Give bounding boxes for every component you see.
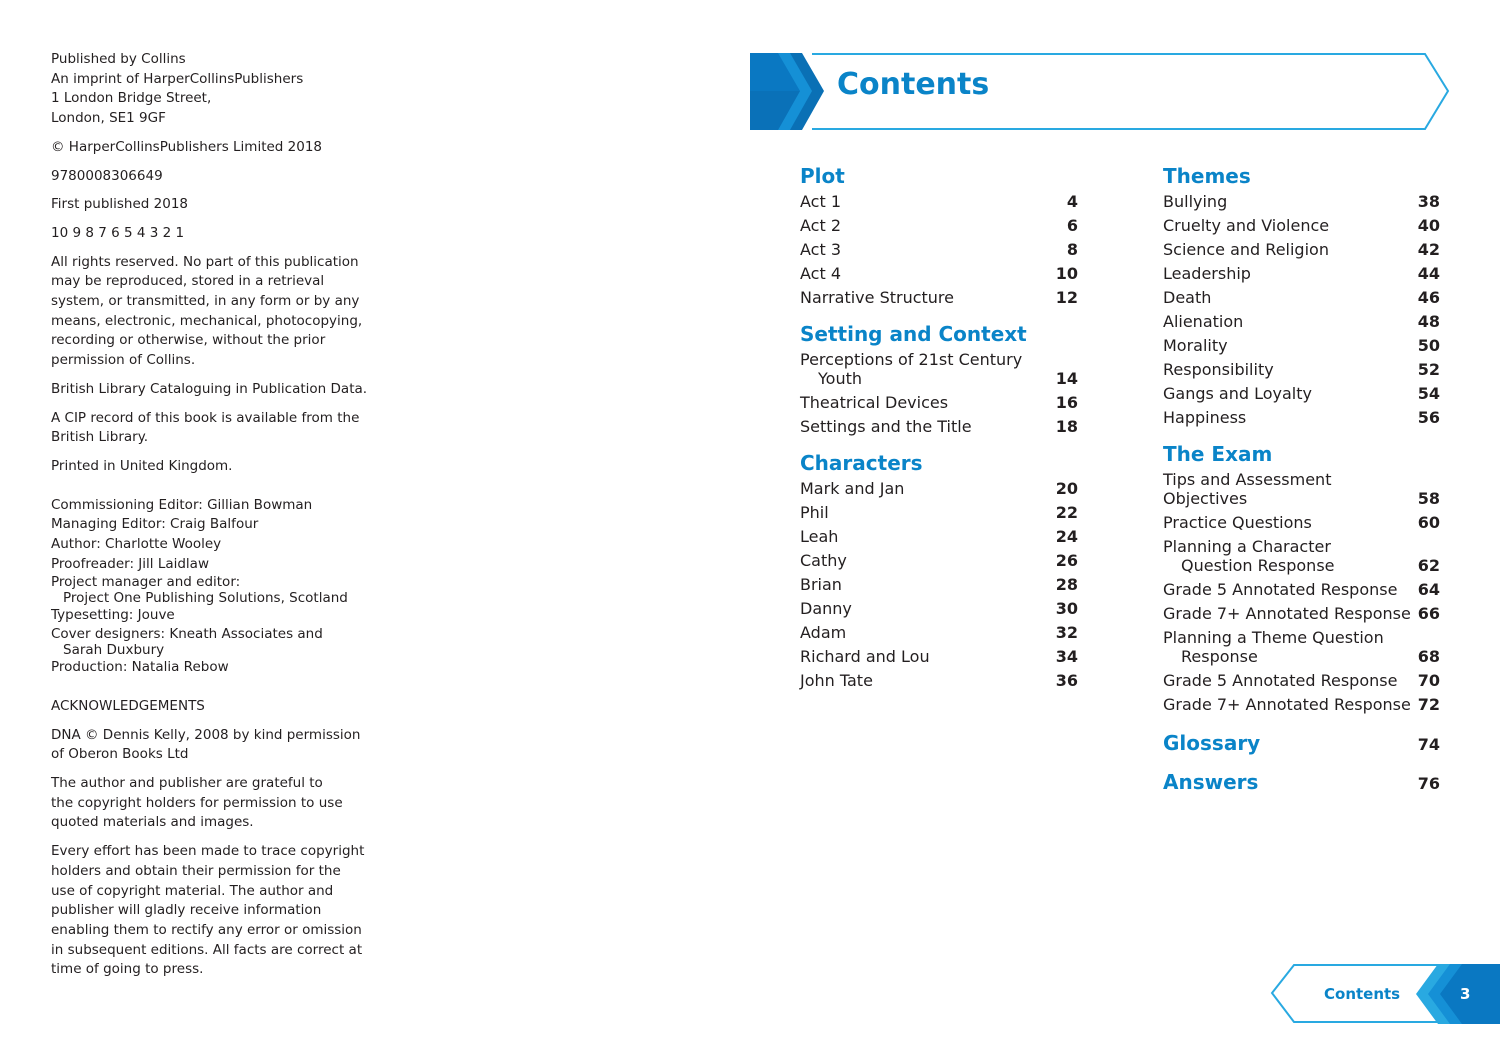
footer-page-tab [1270, 964, 1500, 1024]
toc-entry[interactable] [1163, 692, 1440, 716]
entry-label: Alienation [1163, 311, 1244, 331]
toc-right-column [1163, 163, 1440, 728]
glossary-label: Glossary [1163, 731, 1261, 755]
entry-label: Grade 5 Annotated Response [1163, 579, 1398, 599]
toc-entry[interactable] [800, 347, 1078, 390]
ack-line: in subsequent editions. All facts are correct at [51, 941, 363, 958]
entry-page: 34 [1055, 646, 1078, 666]
entry-page: 56 [1417, 407, 1440, 427]
toc-entry[interactable] [1163, 577, 1440, 601]
entry-label: Narrative Structure [800, 287, 954, 307]
toc-entry[interactable] [1163, 237, 1440, 261]
ack-line: DNA © Dennis Kelly, 2008 by kind permission [51, 726, 361, 743]
credit-line: Project manager and editor: [51, 574, 241, 591]
toc-entry[interactable] [800, 524, 1078, 548]
entry-label: Grade 7+ Annotated Response [1163, 694, 1411, 714]
entry-label: Cruelty and Violence [1163, 215, 1330, 235]
cip-line: British Library. [51, 429, 149, 446]
entry-label: Grade 5 Annotated Response [1163, 670, 1398, 690]
entry-page: 8 [1066, 239, 1078, 259]
toc-entry[interactable] [800, 414, 1078, 438]
entry-label: Planning a Character Question Response [1163, 536, 1335, 575]
entry-label: Danny [800, 598, 852, 618]
imprint-page [51, 50, 381, 989]
entry-page: 62 [1417, 555, 1440, 575]
rights-line: system, or transmitted, in any form or by any [51, 293, 360, 310]
section-title: Setting and Context [800, 322, 1027, 346]
entry-label: Act 1 [800, 191, 841, 211]
entry-label: Tips and Assessment Objectives [1163, 469, 1332, 508]
toc-entry[interactable] [800, 596, 1078, 620]
toc-entry[interactable] [800, 620, 1078, 644]
entry-page: 10 [1055, 263, 1078, 283]
toc-entry[interactable] [800, 548, 1078, 572]
entry-page: 70 [1417, 670, 1440, 690]
entry-label: Cathy [800, 550, 847, 570]
entry-label: Perceptions of 21st Century Youth [800, 349, 1023, 388]
credit-line: Managing Editor: Craig Balfour [51, 516, 259, 533]
printed-line: Printed in United Kingdom. [51, 457, 233, 474]
toc-entry[interactable] [800, 668, 1078, 692]
ack-line: quoted materials and images. [51, 814, 254, 831]
publisher-line: 1 London Bridge Street, [51, 90, 212, 107]
toc-section-plot [800, 163, 1078, 309]
rights-line: recording or otherwise, without the prior [51, 332, 326, 349]
entry-page: 12 [1055, 287, 1078, 307]
entry-page: 20 [1055, 478, 1078, 498]
rights-line: may be reproduced, stored in a retrieval [51, 273, 325, 290]
entry-label: Planning a Theme Question Response [1163, 627, 1384, 666]
entry-label: John Tate [800, 670, 873, 690]
acknowledgements-heading: ACKNOWLEDGEMENTS [51, 697, 205, 714]
entry-page: 38 [1417, 191, 1440, 211]
copyright-line: © HarperCollinsPublishers Limited 2018 [51, 138, 323, 155]
section-title: Plot [800, 164, 845, 188]
entry-page: 64 [1417, 579, 1440, 599]
toc-entry[interactable] [1163, 601, 1440, 625]
entry-page: 68 [1417, 646, 1440, 666]
toc-entry[interactable] [1163, 405, 1440, 429]
entry-page: 58 [1417, 488, 1440, 508]
toc-entry[interactable] [1163, 213, 1440, 237]
credit-line: Production: Natalia Rebow [51, 659, 229, 676]
entry-page: 4 [1066, 191, 1078, 211]
entry-page: 50 [1417, 335, 1440, 355]
toc-section-the-exam [1163, 441, 1440, 716]
toc-entry[interactable] [800, 390, 1078, 414]
credits-block [51, 496, 381, 678]
entry-label: Act 3 [800, 239, 841, 259]
toc-entry[interactable] [800, 285, 1078, 309]
toc-entry[interactable] [800, 572, 1078, 596]
toc-entry[interactable] [1163, 285, 1440, 309]
toc-entry[interactable] [1163, 261, 1440, 285]
ack-line: Every effort has been made to trace copyright [51, 843, 365, 860]
entry-page: 36 [1055, 670, 1078, 690]
entry-label: Act 4 [800, 263, 841, 283]
entry-label: Phil [800, 502, 829, 522]
entry-page: 32 [1055, 622, 1078, 642]
publisher-line: Published by Collins [51, 51, 186, 67]
cataloguing-line: British Library Cataloguing in Publication Data. [51, 380, 368, 397]
publisher-block [51, 50, 381, 129]
entry-label: Act 2 [800, 215, 841, 235]
toc-entry[interactable] [1163, 668, 1440, 692]
contents-banner [750, 53, 1450, 131]
ack-dna-block [51, 726, 381, 765]
contents-title: Contents [837, 67, 990, 102]
entry-label: Leadership [1163, 263, 1251, 283]
publisher-line: London, SE1 9GF [51, 110, 166, 127]
entry-label: Science and Religion [1163, 239, 1329, 259]
credit-line: Cover designers: Kneath Associates and [51, 626, 323, 643]
section-title: Themes [1163, 164, 1251, 188]
toc-left-column [800, 163, 1078, 704]
print-line: 10 9 8 7 6 5 4 3 2 1 [51, 224, 185, 241]
page-number: 3 [1460, 985, 1471, 1003]
toc-entry[interactable] [1163, 625, 1440, 668]
entry-page: 44 [1417, 263, 1440, 283]
entry-page: 14 [1055, 368, 1078, 388]
isbn-line: 9780008306649 [51, 167, 163, 184]
entry-page: 54 [1417, 383, 1440, 403]
toc-entry[interactable] [1163, 309, 1440, 333]
toc-answers[interactable] [1163, 770, 1440, 794]
entry-page: 26 [1055, 550, 1078, 570]
toc-entry[interactable] [800, 189, 1078, 213]
entry-page: 24 [1055, 526, 1078, 546]
entry-label: Practice Questions [1163, 512, 1312, 532]
ack-line: time of going to press. [51, 961, 204, 978]
entry-label: Brian [800, 574, 842, 594]
ack-line: use of copyright material. The author and [51, 882, 334, 899]
toc-entry[interactable] [1163, 510, 1440, 534]
entry-page: 52 [1417, 359, 1440, 379]
ack-line: of Oberon Books Ltd [51, 746, 189, 763]
entry-label: Bullying [1163, 191, 1228, 211]
credit-line: Author: Charlotte Wooley [51, 536, 222, 553]
ack-line: The author and publisher are grateful to [51, 774, 323, 791]
toc-entry[interactable] [800, 500, 1078, 524]
toc-entry[interactable] [1163, 333, 1440, 357]
section-title: Characters [800, 451, 923, 475]
entry-label: Gangs and Loyalty [1163, 383, 1312, 403]
cip-line: A CIP record of this book is available from the [51, 409, 360, 426]
entry-page: 6 [1066, 215, 1078, 235]
toc-entry[interactable] [800, 261, 1078, 285]
entry-page: 18 [1055, 416, 1078, 436]
entry-page: 66 [1417, 603, 1440, 623]
rights-block [51, 253, 381, 371]
entry-label: Mark and Jan [800, 478, 905, 498]
entry-page: 30 [1055, 598, 1078, 618]
credit-line: Sarah Duxbury [63, 642, 165, 659]
entry-label: Death [1163, 287, 1212, 307]
cip-block [51, 409, 381, 448]
toc-entry[interactable] [1163, 189, 1440, 213]
ack-line: holders and obtain their permission for the [51, 862, 341, 879]
toc-entry[interactable] [1163, 467, 1440, 510]
credit-line: Commissioning Editor: Gillian Bowman [51, 496, 313, 513]
section-title: The Exam [1163, 442, 1273, 466]
entry-label: Settings and the Title [800, 416, 972, 436]
footer-section-label: Contents [1324, 985, 1401, 1003]
toc-entry[interactable] [800, 476, 1078, 500]
entry-label: Responsibility [1163, 359, 1274, 379]
toc-glossary[interactable] [1163, 731, 1440, 755]
toc-entry[interactable] [1163, 534, 1440, 577]
rights-line: All rights reserved. No part of this publication [51, 253, 359, 270]
toc-entry[interactable] [800, 644, 1078, 668]
toc-entry[interactable] [1163, 357, 1440, 381]
ack-line: the copyright holders for permission to use [51, 794, 343, 811]
toc-section-setting-and-context [800, 321, 1078, 438]
entry-label: Leah [800, 526, 839, 546]
entry-label: Morality [1163, 335, 1228, 355]
toc-section-characters [800, 450, 1078, 692]
ack-line: enabling them to rectify any error or omission [51, 921, 362, 938]
entry-page: 42 [1417, 239, 1440, 259]
entry-label: Happiness [1163, 407, 1247, 427]
entry-page: 28 [1055, 574, 1078, 594]
rights-line: permission of Collins. [51, 352, 196, 369]
toc-section-themes [1163, 163, 1440, 429]
ack-line: publisher will gladly receive information [51, 902, 322, 919]
glossary-page: 74 [1417, 735, 1440, 754]
credit-line: Proofreader: Jill Laidlaw [51, 555, 209, 572]
ack-grateful-block [51, 774, 381, 833]
toc-entry[interactable] [800, 213, 1078, 237]
entry-page: 22 [1055, 502, 1078, 522]
entry-label: Grade 7+ Annotated Response [1163, 603, 1411, 623]
credit-line: Typesetting: Jouve [51, 607, 175, 624]
entry-page: 72 [1417, 694, 1440, 714]
toc-entry[interactable] [1163, 381, 1440, 405]
toc-entry[interactable] [800, 237, 1078, 261]
answers-label: Answers [1163, 770, 1259, 794]
entry-page: 16 [1055, 392, 1078, 412]
credit-line: Project One Publishing Solutions, Scotland [63, 590, 348, 607]
ack-effort-block [51, 842, 381, 980]
entry-label: Adam [800, 622, 847, 642]
first-published-line: First published 2018 [51, 196, 189, 213]
entry-page: 46 [1417, 287, 1440, 307]
entry-page: 48 [1417, 311, 1440, 331]
entry-label: Theatrical Devices [800, 392, 949, 412]
publisher-line: An imprint of HarperCollinsPublishers [51, 70, 304, 87]
rights-line: means, electronic, mechanical, photocopying, [51, 312, 363, 329]
entry-page: 40 [1417, 215, 1440, 235]
entry-label: Richard and Lou [800, 646, 930, 666]
entry-page: 60 [1417, 512, 1440, 532]
answers-page: 76 [1417, 774, 1440, 793]
